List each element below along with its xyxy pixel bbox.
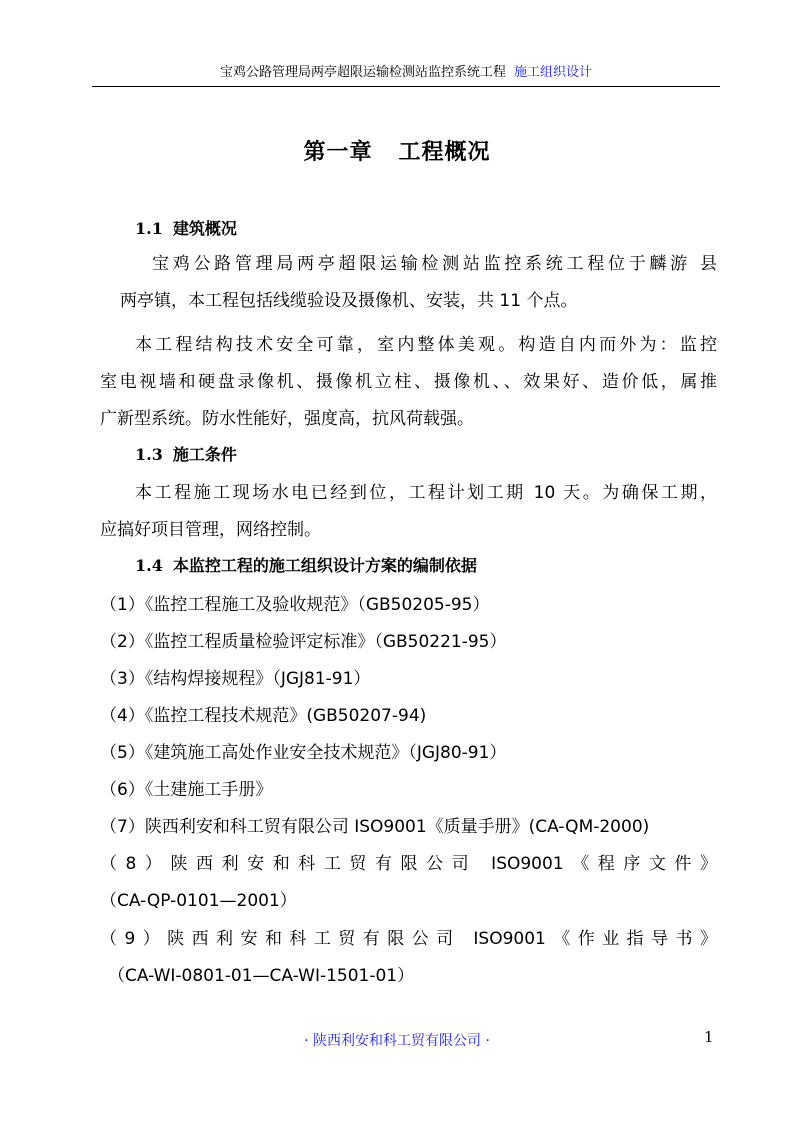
section-heading-1-1: 1.1 建筑概况 (135, 219, 237, 238)
reference-item: （4）《监控工程技术规范》(GB50207-94) (100, 706, 427, 726)
reference-item-continued: （CA-WI-0801-01—CA-WI-1501-01） (108, 966, 415, 986)
section-heading-1-4: 1.4 本监控工程的施工组织设计方案的编制依据 (135, 556, 477, 575)
chapter-name: 工程概况 (398, 140, 491, 165)
reference-item: （8）陕西利安和科工贸有限公司 ISO9001《程序文件》 (100, 854, 717, 874)
paragraph-3-line-2: 应搞好项目管理，网络控制。 (100, 520, 321, 540)
paragraph-1-line-1: 宝鸡公路管理局两亭超限运输检测站监控系统工程位于麟游 县 (152, 254, 717, 274)
paragraph-2-line-3: 广新型系统。防水性能好，强度高，抗风荷载强。 (100, 409, 474, 429)
header-title: 宝鸡公路管理局两亭超限运输检测站监控系统工程 (219, 65, 506, 80)
reference-item: （5）《建筑施工高处作业安全技术规范》（JGJ80-91） (100, 743, 507, 763)
paragraph-1-line-2: 两亭镇，本工程包括线缆验设及摄像机、安装，共 11 个点。 (120, 291, 578, 311)
reference-item: （7）陕西利安和科工贸有限公司 ISO9001《质量手册》(CA-QM-2000) (100, 817, 650, 837)
paragraph-3-line-1: 本工程施工现场水电已经到位，工程计划工期 10 天。为确保工期， (135, 483, 717, 503)
page-header (92, 62, 720, 87)
reference-item: （9）陕西利安和科工贸有限公司 ISO9001《作业指导书》 (100, 929, 717, 949)
chapter-title (0, 135, 794, 166)
page-number: 1 (704, 1028, 714, 1046)
reference-item: （6）《土建施工手册》 (100, 780, 273, 800)
footer-company: · 陕西利安和科工贸有限公司 · (304, 1033, 490, 1049)
chapter-number: 第一章 (303, 140, 373, 165)
section-heading-1-3: 1.3 施工条件 (135, 445, 237, 464)
reference-item: （2）《监控工程质量检验评定标准》（GB50221-95） (100, 632, 507, 652)
reference-item-continued: （CA-QP-0101—2001） (100, 891, 297, 911)
paragraph-2-line-2: 室电视墙和硬盘录像机、摄像机立柱、摄像机、、效果好、造价低，属推 (100, 372, 717, 392)
reference-item: （1）《监控工程施工及验收规范》（GB50205-95） (100, 595, 490, 615)
header-section: 施工组织设计 (514, 65, 593, 80)
paragraph-2-line-1: 本工程结构技术安全可靠，室内整体美观。构造自内而外为：监控 (135, 335, 717, 355)
reference-item: （3）《结构焊接规程》（JGJ81-91） (100, 669, 371, 689)
